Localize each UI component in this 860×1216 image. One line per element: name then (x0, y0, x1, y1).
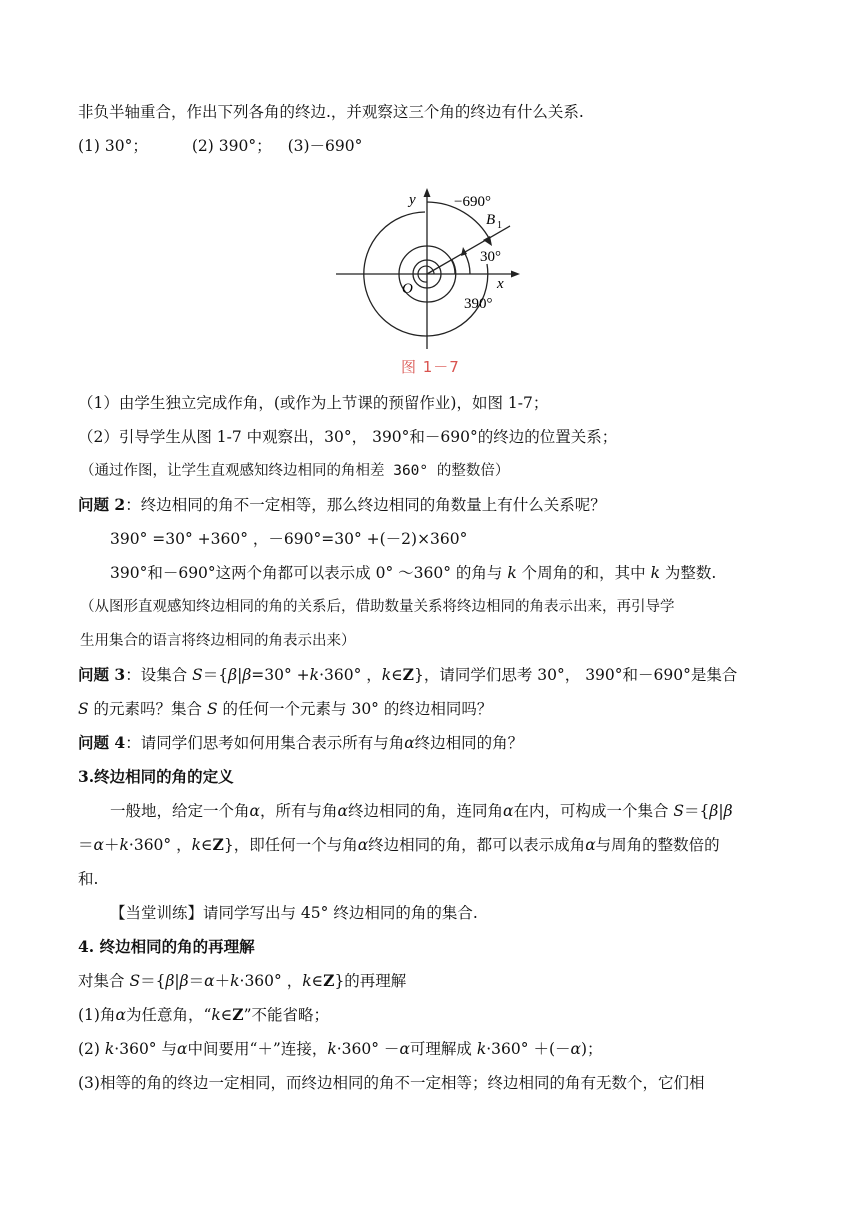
text: ·360° ， (239, 972, 303, 990)
var-s: S (206, 700, 218, 718)
var-k: k (191, 836, 202, 854)
text: 的元素吗？集合 (88, 700, 207, 718)
text: 和. (78, 870, 99, 888)
var-alpha: α (249, 802, 260, 820)
var-beta: β (242, 666, 252, 684)
text: )； (580, 1040, 603, 1058)
var-alpha: α (115, 1006, 126, 1024)
var-alpha: α (502, 802, 514, 820)
label-b1-subscript: 1 (497, 220, 502, 231)
angle-item-3: (3)－690° (287, 137, 363, 155)
text: ＝{ (202, 666, 229, 684)
var-k: k (211, 1006, 221, 1024)
question-label: 问题 2 (78, 495, 126, 514)
figure-caption: 图 1－7 (401, 358, 460, 376)
text: ·360° 与 (114, 1040, 177, 1058)
text: 可理解成 (409, 1040, 477, 1058)
angle-item-2: (2) 390°； (191, 137, 272, 155)
var-beta: β (165, 972, 175, 990)
practice-line (110, 903, 800, 923)
text: ＝{ (140, 972, 166, 990)
label-30: 30° (480, 249, 501, 265)
text: ＝{ (684, 802, 710, 820)
var-k: k (381, 666, 392, 684)
text: 【当堂训练】请同学写出与 45° 终边相同的角的集合. (110, 904, 478, 922)
var-alpha: α (204, 972, 215, 990)
var-k: k (119, 836, 129, 854)
text: }，即任何一个与角 (223, 836, 358, 854)
var-beta: β (228, 666, 238, 684)
var-k: k (309, 666, 320, 684)
heading-text: 3.终边相同的角的定义 (78, 767, 234, 786)
var-beta: β (723, 802, 733, 820)
text: ·360° ， (128, 836, 192, 854)
text: ：请同学们思考如何用集合表示所有与角 (125, 734, 405, 752)
text: ∈ (201, 836, 213, 854)
text: （1）由学生独立完成作角，(或作为上节课的预留作业)，如图 1-7； (78, 394, 549, 412)
text: ·360° ， (319, 666, 382, 684)
text: 终边相同的角？ (414, 734, 524, 752)
question-2 (78, 495, 798, 515)
text: (3)相等的角的终边一定相同，而终边相同的角不一定相等；终边相同的角有无数个，它们相 (78, 1074, 705, 1092)
var-s: S (129, 972, 141, 990)
paragraph-line (78, 699, 798, 719)
paragraph-line (110, 563, 800, 583)
var-alpha: α (585, 836, 596, 854)
text: ·360° － (336, 1040, 400, 1058)
text: ＋ (214, 972, 231, 990)
var-k: k (302, 972, 312, 990)
var-alpha: α (93, 836, 104, 854)
text: （通过作图，让学生直观感知终边相同的角相差 360° 的整数倍） (80, 463, 510, 479)
list-item (78, 1039, 798, 1059)
x-axis-arrow (511, 271, 520, 278)
text: ＋ (103, 836, 120, 854)
text: ∈ (311, 972, 324, 990)
definition-line (78, 869, 798, 889)
text: （从图形直观感知终边相同的角的关系后，借助数量关系将终边相同的角表示出来，再引导学 (80, 599, 675, 615)
angle-item-1: (1) 30°； (78, 137, 148, 155)
text: 在内，可构成一个集合 (513, 802, 674, 820)
label-b1: B (486, 212, 496, 228)
equation-line (110, 529, 800, 549)
text: ∈ (220, 1006, 233, 1024)
question-label: 问题 4 (78, 733, 126, 752)
text: ＝ (78, 836, 94, 854)
var-alpha: α (404, 734, 415, 752)
question-3 (78, 665, 798, 685)
set-z: Z (212, 835, 224, 854)
definition-line (110, 801, 800, 821)
definition-line (78, 835, 798, 855)
var-s: S (192, 666, 203, 684)
text: (1)角 (78, 1006, 116, 1024)
text: | (718, 802, 724, 820)
text: ：终边相同的角不一定相等，那么终边相同的角数量上有什么关系呢？ (125, 496, 606, 514)
var-alpha: α (357, 836, 369, 854)
text: 与周角的整数倍的 (595, 836, 720, 854)
var-k: k (507, 564, 517, 582)
section-heading-3 (78, 767, 798, 787)
text: ：设集合 (125, 666, 193, 684)
set-z: Z (323, 971, 335, 990)
angle-list (78, 136, 798, 156)
var-s: S (673, 802, 685, 820)
text: }，请同学们思考 30°， 390°和－690°是集合 (414, 666, 738, 684)
list-item (78, 1005, 798, 1025)
var-alpha: α (399, 1040, 410, 1058)
text: 的任何一个元素与 30° 的终边相同吗？ (217, 700, 493, 718)
text: 390°和－690°这两个角都可以表示成 0° ～360° 的角与 (110, 564, 508, 582)
paragraph-line (78, 427, 798, 447)
label-y: y (409, 192, 416, 208)
text: 个周角的和，其中 (516, 564, 651, 582)
teaching-note (80, 461, 800, 481)
text: | (237, 666, 243, 684)
text: （2）引导学生从图 1-7 中观察出，30°， 390°和－690°的终边的位置关系； (78, 428, 618, 446)
text: }的再理解 (334, 972, 407, 990)
text: 中间要用“＋”连接， (187, 1040, 328, 1058)
label-390: 390° (464, 296, 493, 312)
arc-30 (464, 252, 470, 274)
text: 一般地，给定一个角 (110, 802, 250, 820)
paragraph-line (78, 971, 798, 991)
set-z: Z (402, 665, 414, 684)
var-k: k (327, 1040, 337, 1058)
var-alpha: α (337, 802, 348, 820)
var-alpha: α (570, 1040, 581, 1058)
text: 终边相同的角，都可以表示成角 (368, 836, 586, 854)
text: 非负半轴重合，作出下列各角的终边.，并观察这三个角的终边有什么关系. (78, 103, 584, 121)
text: ，所有与角 (259, 802, 338, 820)
var-beta: β (709, 802, 719, 820)
var-k: k (476, 1040, 487, 1058)
terminal-side-figure (330, 184, 530, 354)
y-axis-arrow (424, 188, 431, 197)
text: ∈ (391, 666, 403, 684)
teaching-note (80, 631, 800, 651)
text: (2) (78, 1040, 105, 1058)
section-heading-4 (78, 937, 798, 957)
list-item (78, 1073, 798, 1093)
text: ＝ (188, 972, 205, 990)
var-alpha: α (177, 1040, 188, 1058)
text: ·360° ＋(－ (486, 1040, 571, 1058)
var-k: k (650, 564, 660, 582)
text: 终边相同的角，连同角 (347, 802, 503, 820)
text: ”不能省略； (243, 1006, 330, 1024)
paragraph-line (78, 393, 798, 413)
teaching-note (80, 597, 800, 617)
text: 对集合 (78, 972, 130, 990)
paragraph-line (78, 102, 798, 122)
var-s: S (78, 700, 89, 718)
equation: 390° =30° +360° ，－690°=30° +(－2)×360° (110, 530, 468, 548)
question-label: 问题 3 (78, 665, 126, 684)
var-beta: β (179, 972, 189, 990)
label-x: x (497, 276, 504, 292)
text: | (174, 972, 180, 990)
heading-text: 4. 终边相同的角的再理解 (78, 937, 255, 956)
text: 生用集合的语言将终边相同的角表示出来） (80, 633, 356, 649)
text: 为整数. (660, 564, 717, 582)
var-k: k (104, 1040, 115, 1058)
var-k: k (230, 972, 240, 990)
label-origin: O (402, 281, 413, 297)
question-4 (78, 733, 798, 753)
text: =30° + (251, 666, 310, 684)
set-z: Z (232, 1005, 244, 1024)
text: 为任意角，“ (125, 1006, 212, 1024)
label-neg690: −690° (454, 194, 491, 210)
